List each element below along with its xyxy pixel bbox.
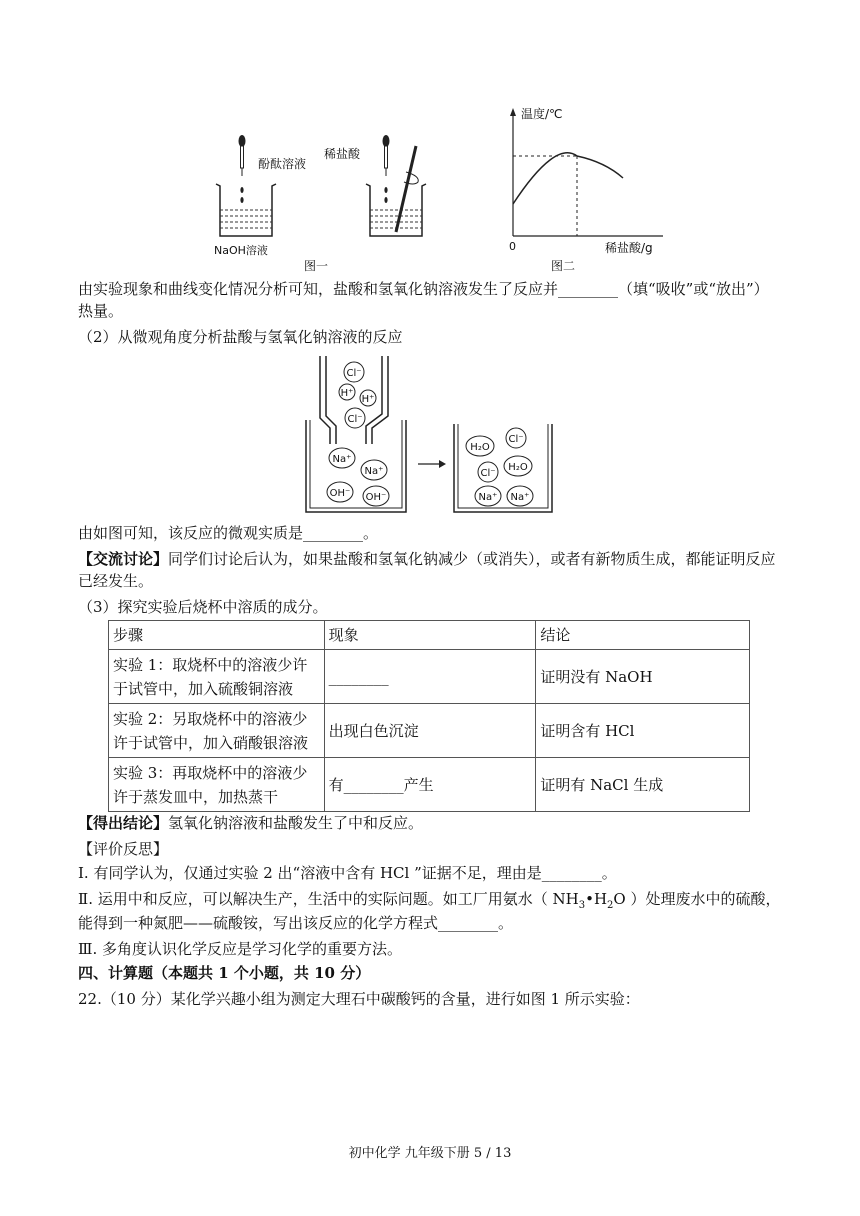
right-ion-4 bbox=[475, 486, 501, 506]
table-cell-step: 实验 3：再取烧杯中的溶液少许于蒸发皿中，加热蒸干 bbox=[109, 758, 325, 812]
figure-two bbox=[495, 100, 675, 278]
table-cell-phenomenon: 有________产生 bbox=[324, 758, 536, 812]
table-header-cell: 现象 bbox=[324, 621, 536, 650]
left-ion-6 bbox=[327, 482, 353, 502]
left-ion-7 bbox=[363, 486, 389, 506]
paragraph-conclusion: 由实验现象和曲线变化情况分析可知，盐酸和氢氧化钠溶液发生了反应并________（填“吸收”或“放出”） bbox=[78, 280, 769, 298]
subscript-3: 3 bbox=[578, 900, 586, 911]
dropper-icon bbox=[239, 135, 246, 176]
right-ion-label: H₂O bbox=[470, 442, 490, 453]
table-header-row bbox=[109, 621, 750, 650]
paragraph-conclusion-drawn bbox=[78, 812, 782, 834]
discussion-text: 同学们讨论后认为，如果盐酸和氢氧化钠减少（或消失），或者有新物质生成，都能证明反应 bbox=[168, 550, 776, 568]
right-ion-label: Na⁺ bbox=[510, 492, 530, 503]
right-ion-label: H₂O bbox=[508, 462, 528, 473]
right-ion-0 bbox=[466, 436, 494, 456]
table-cell-step: 实验 1：取烧杯中的溶液少许于试管中，加入硫酸铜溶液 bbox=[109, 650, 325, 704]
table-row bbox=[109, 704, 750, 758]
figure-two-caption: 图二 bbox=[551, 259, 576, 273]
label-naoh-solution: NaOH溶液 bbox=[214, 244, 268, 257]
reflection-2-mid: •H bbox=[585, 890, 608, 908]
question-2: （2）从微观角度分析盐酸与氢氧化钠溶液的反应 bbox=[78, 328, 403, 346]
question-3: （3）探究实验后烧杯中溶质的成分。 bbox=[78, 598, 328, 616]
left-ion-label: Na⁺ bbox=[364, 466, 384, 477]
label-phenolphthalein: 酚酞溶液 bbox=[258, 157, 307, 171]
reflection-2-end: O ）处理废水中的硫酸， bbox=[613, 890, 781, 908]
subscript-2: 2 bbox=[607, 900, 614, 911]
label-dilute-hcl: 稀盐酸 bbox=[324, 147, 361, 161]
micro-reaction-diagram bbox=[300, 352, 570, 520]
section-4-heading: 四、计算题（本题共 1 个小题，共 10 分） bbox=[78, 964, 371, 982]
left-ion-label: H⁺ bbox=[361, 394, 375, 405]
table-row bbox=[109, 650, 750, 704]
temperature-curve bbox=[513, 153, 623, 204]
left-ion-label: Na⁺ bbox=[332, 454, 352, 465]
left-ion-label: OH⁻ bbox=[365, 492, 387, 503]
conclusion-text: 氢氧化钠溶液和盐酸发生了中和反应。 bbox=[168, 814, 424, 832]
right-ion-label: Na⁺ bbox=[478, 492, 498, 503]
beaker-stirring bbox=[366, 146, 426, 236]
table-header-cell: 结论 bbox=[536, 621, 750, 650]
table-cell-phenomenon: ________ bbox=[324, 650, 536, 704]
beaker-naoh bbox=[216, 184, 276, 236]
discussion-heading: 【交流讨论】 bbox=[78, 550, 169, 568]
table-header-cell: 步骤 bbox=[109, 621, 325, 650]
left-ion-label: OH⁻ bbox=[329, 488, 351, 499]
conclusion-heading: 【得出结论】 bbox=[78, 814, 169, 832]
right-ion-1 bbox=[506, 428, 526, 448]
page-footer: 初中化学 九年级下册 5 / 13 bbox=[348, 1146, 512, 1161]
right-ion-label: Cl⁻ bbox=[480, 468, 496, 479]
paragraph-conclusion-cont: 热量。 bbox=[78, 302, 124, 320]
reflection-item-3: Ⅲ. 多角度认识化学反应是学习化学的重要方法。 bbox=[78, 940, 403, 958]
y-axis-label: 温度/℃ bbox=[521, 107, 563, 121]
table-cell-phenomenon: 出现白色沉淀 bbox=[324, 704, 536, 758]
paragraph-discussion-cont: 已经发生。 bbox=[78, 572, 154, 590]
left-ion-4 bbox=[329, 448, 355, 468]
left-ion-label: Cl⁻ bbox=[347, 414, 363, 425]
table-cell-conclusion: 证明有 NaCl 生成 bbox=[536, 758, 750, 812]
question-22: 22.（10 分）某化学兴趣小组为测定大理石中碳酸钙的含量，进行如图 1 所示实验： bbox=[78, 990, 640, 1008]
x-axis-label: 稀盐酸/g bbox=[605, 241, 653, 255]
table-cell-step: 实验 2：另取烧杯中的溶液少许于试管中，加入硝酸银溶液 bbox=[109, 704, 325, 758]
paragraph-discussion bbox=[78, 548, 782, 570]
left-ion-label: Cl⁻ bbox=[346, 368, 362, 379]
table-cell-conclusion: 证明没有 NaOH bbox=[536, 650, 750, 704]
experiment-table bbox=[108, 620, 750, 812]
reflection-item-1: Ⅰ. 有同学认为，仅通过实验 2 出“溶液中含有 HCl ”证据不足，理由是________。 bbox=[78, 864, 617, 882]
reflection-heading: 【评价反思】 bbox=[78, 840, 169, 858]
right-ion-5 bbox=[507, 486, 533, 506]
reflection-item-2-cont: 能得到一种氮肥——硫酸铵，写出该反应的化学方程式________。 bbox=[78, 914, 514, 932]
origin-label: 0 bbox=[509, 240, 516, 253]
dropper-icon bbox=[383, 135, 390, 176]
figure-one bbox=[200, 128, 460, 278]
left-ion-label: H⁺ bbox=[340, 388, 354, 399]
left-ion-1 bbox=[339, 384, 355, 400]
table-row bbox=[109, 758, 750, 812]
table-cell-conclusion: 证明含有 HCl bbox=[536, 704, 750, 758]
left-ion-5 bbox=[361, 460, 387, 480]
right-ion-3 bbox=[504, 456, 532, 476]
paragraph-micro-essence: 由如图可知，该反应的微观实质是________。 bbox=[78, 524, 379, 542]
left-ion-2 bbox=[360, 390, 376, 406]
reflection-2-text: Ⅱ. 运用中和反应，可以解决生产，生活中的实际问题。如工厂用氨水（ NH bbox=[78, 890, 579, 908]
left-ion-0 bbox=[344, 362, 364, 382]
figure-one-caption: 图一 bbox=[304, 259, 329, 273]
right-ion-2 bbox=[478, 462, 498, 482]
left-ion-3 bbox=[345, 408, 365, 428]
right-ion-label: Cl⁻ bbox=[508, 434, 524, 445]
